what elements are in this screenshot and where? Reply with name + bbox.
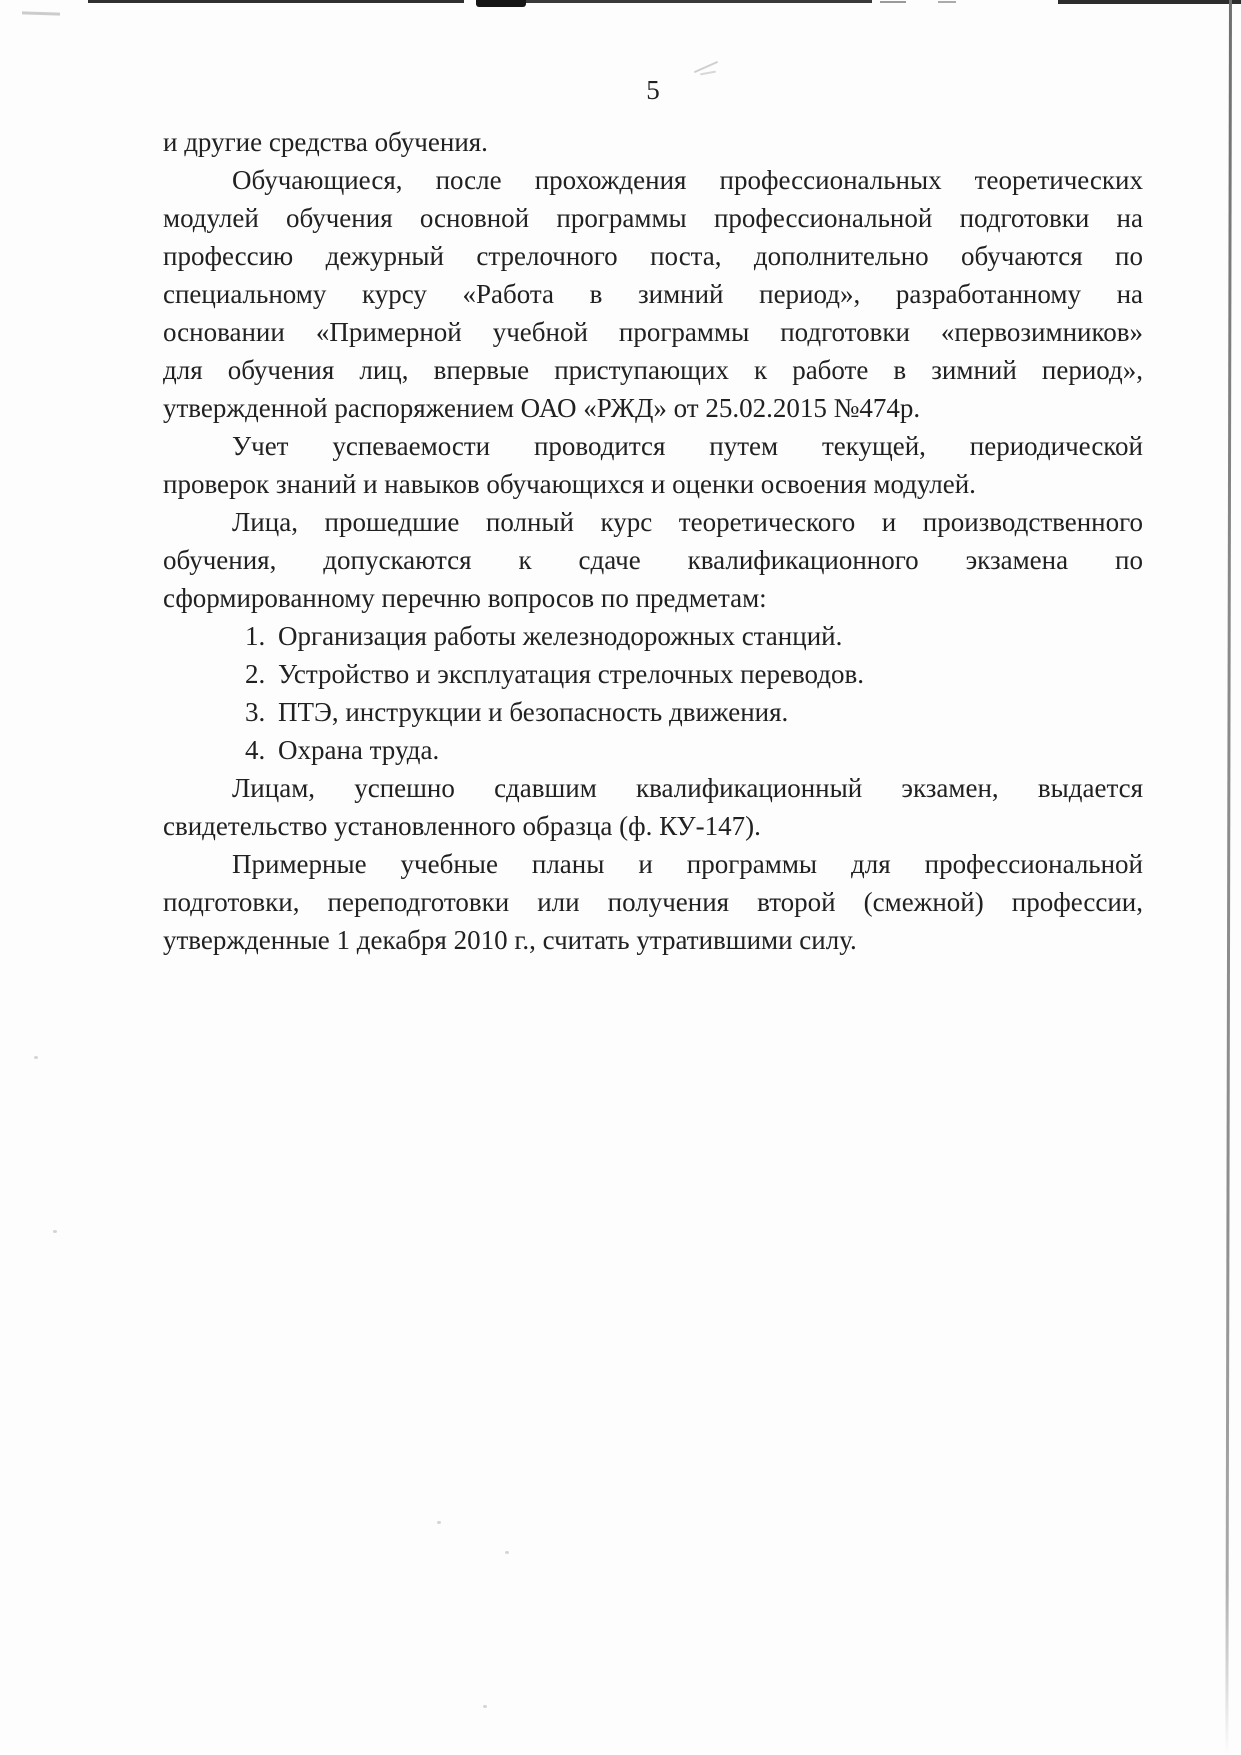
text-line: утвержденной распоряжением ОАО «РЖД» от 25.02.2015 №474р. [163,393,921,423]
text-line: Примерные учебные планы и программы для профессиональной [232,849,1143,879]
list-item [163,693,1143,731]
text-line: Лица, прошедшие полный курс теоретического и производственного [232,507,1143,537]
text-line: и другие средства обучения. [163,127,488,157]
text-line: Учет успеваемости проводится путем текущей, периодической [232,431,1143,461]
text-line: для обучения лиц, впервые приступающих к работе в зимний период», [163,355,1143,385]
list-item-text: Устройство и эксплуатация стрелочных переводов. [278,659,865,689]
list-item-text: ПТЭ, инструкции и безопасность движения. [278,697,789,727]
scan-artifact-speck [483,1705,487,1708]
text-line: модулей обучения основной программы профессиональной подготовки на [163,203,1143,233]
text-line: специальному курсу «Работа в зимний период», разработанному на [163,279,1143,309]
scan-artifact-top-edge [1058,0,1241,4]
text-line: утвержденные 1 декабря 2010 г., считать утратившими силу. [163,925,857,955]
scan-artifact-top-dash [22,11,60,15]
list-item [163,655,1143,693]
text-line: Обучающиеся, после прохождения профессиональных теоретических [232,165,1143,195]
scan-artifact-speck [53,1230,57,1233]
scan-artifact-speck [437,1521,441,1524]
document-body [163,123,1143,959]
page-number: 5 [646,75,660,105]
scan-artifact-speck [505,1551,509,1554]
text-line: свидетельство установленного образца (ф. КУ-147). [163,811,761,841]
scan-artifact-top-dash [880,1,906,3]
list-item-number: 3. [245,697,266,727]
text-line: подготовки, переподготовки или получения второй (смежной) профессии, [163,887,1143,917]
scan-artifact-top-dash [938,1,956,3]
text-line: основании «Примерной учебной программы подготовки «первозимников» [163,317,1143,347]
text-line: профессию дежурный стрелочного поста, дополнительно обучаются по [163,241,1143,271]
list-item-number: 4. [245,735,266,765]
scan-artifact-smudge [694,61,719,73]
text-line: сформированному перечню вопросов по предметам: [163,583,767,613]
scan-artifact-top-edge [522,0,872,3]
text-line: проверок знаний и навыков обучающихся и оценки освоения модулей. [163,469,976,499]
list-item [163,731,1143,769]
list-item-number: 2. [245,659,266,689]
text-line: Лицам, успешно сдавшим квалификационный экзамен, выдается [232,773,1143,803]
list-item-text: Охрана труда. [278,735,440,765]
list-item-number: 1. [245,621,266,651]
scan-artifact-speck [34,1056,38,1059]
scan-artifact-page-edge-line [1225,0,1232,1755]
scan-artifact-top-blob [476,0,526,7]
scan-artifact-top-edge [88,0,464,3]
list-item [163,617,1143,655]
list-item-text: Организация работы железнодорожных станций. [278,621,843,651]
text-line: обучения, допускаются к сдаче квалификационного экзамена по [163,545,1143,575]
